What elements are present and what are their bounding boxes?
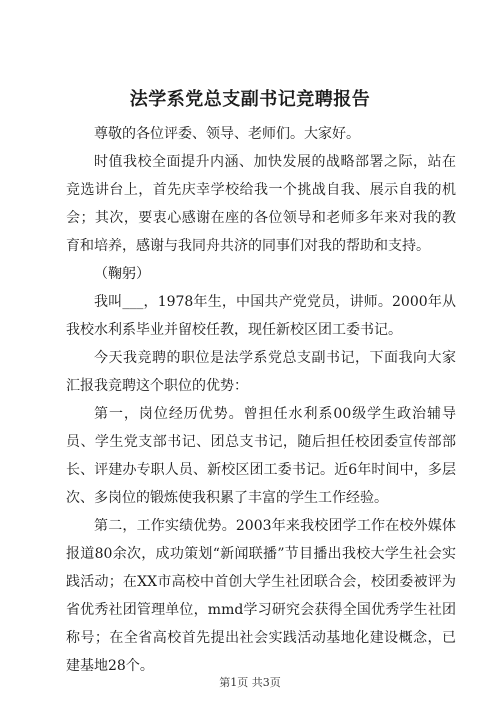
paragraph-opening: 时值我校全面提升内涵、加快发展的战略部署之际，站在竞选讲台上，首先庆幸学校给我一个挑战自我、展示自我的机会；其次，要衷心感谢在座的各位领导和老师多年来对我的教育和培养，感谢与我同舟共济的同事们对我的帮助和支持。 — [66, 154, 456, 254]
paragraph-greeting: 尊敬的各位评委、领导、老师们。大家好。 — [94, 126, 360, 142]
document-title: 法学系党总支副书记竞聘报告 — [129, 89, 371, 110]
paragraph-advantage-one: 第一，岗位经历优势。曾担任水利系00级学生政治辅导员、学生党支部书记、团总支书记，随后担任校团委宣传部部长、评建办专职人员、新校区团工委书记。近6年时间中，多层次、多岗位的锻炼使我积累了丰富的学生工作经验。 — [66, 406, 456, 506]
paragraph-position: 今天我竞聘的职位是法学系党总支副书记，下面我向大家汇报我竞聘这个职位的优势： — [66, 350, 456, 394]
paragraph-bow: （鞠躬） — [94, 266, 150, 282]
paragraph-introduction: 我叫___，1978年生，中国共产党党员，讲师。2000年从我校水利系毕业并留校任教，现任新校区团工委书记。 — [66, 294, 456, 338]
paragraph-advantage-two: 第二，工作实绩优势。2003年来我校团学工作在校外媒体报道80余次，成功策划“新闻联播”节目播出我校大学生社会实践活动；在XX市高校中首创大学生社团联合会，校团委被评为省优秀社团管理单位，mmd学习研究会获得全国优秀学生社团称号；在全省高校首先提出社会实践活动基地化建设概念，已建基地28个。 — [66, 518, 456, 674]
document-body — [66, 120, 456, 680]
page-number: 第1页 共3页 — [219, 676, 281, 689]
